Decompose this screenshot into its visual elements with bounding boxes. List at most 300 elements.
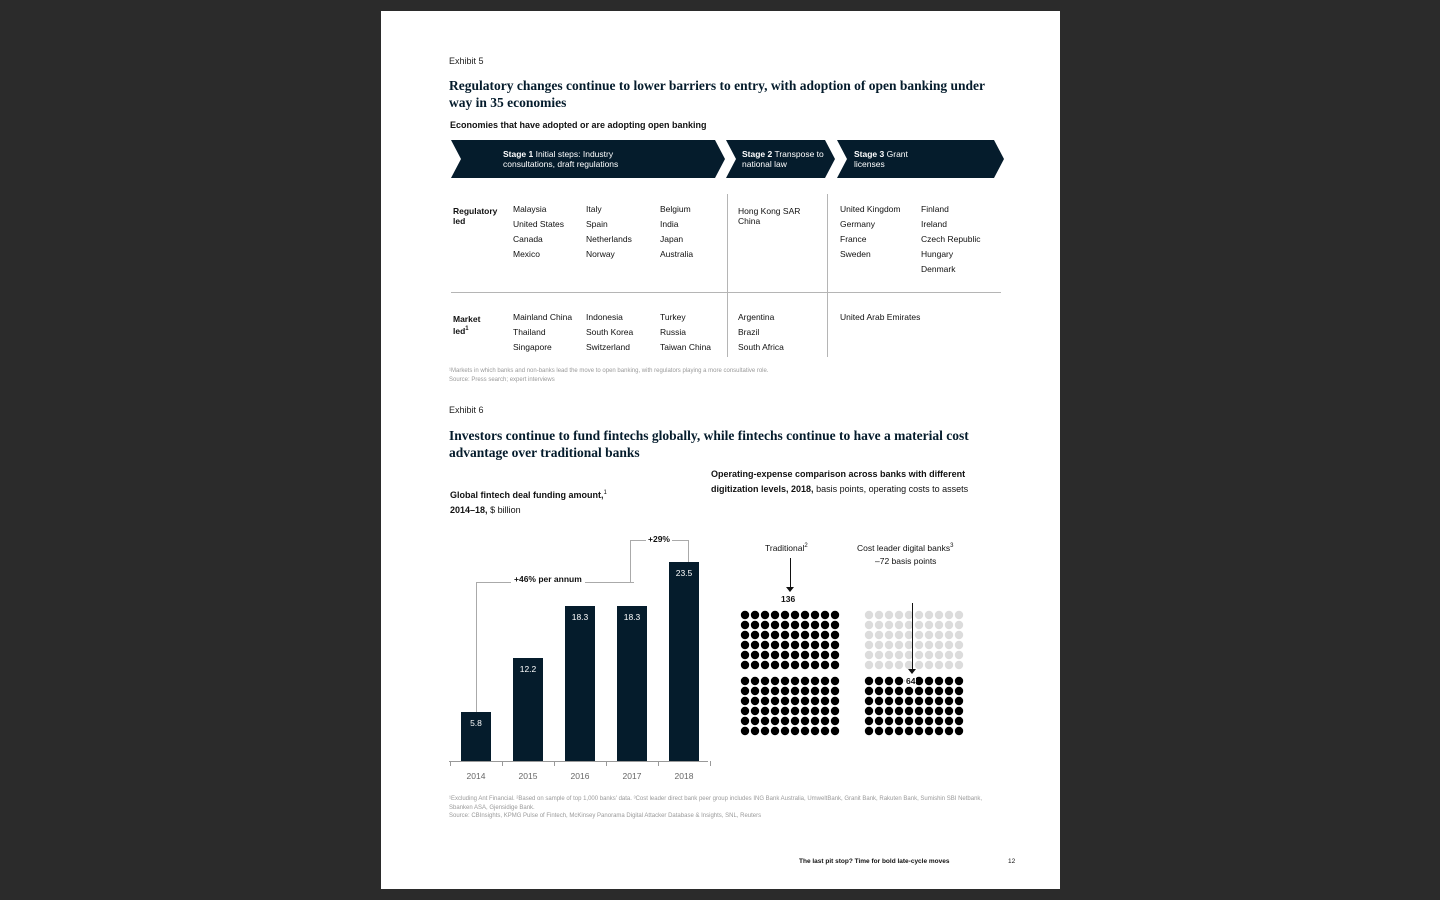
cost-dot — [945, 661, 953, 669]
funding-title-unit: $ billion — [490, 505, 521, 515]
cost-dot — [821, 651, 829, 659]
cost-dot — [821, 687, 829, 695]
cost-dot — [925, 631, 933, 639]
cost-dot — [955, 707, 963, 715]
cost-dot — [875, 651, 883, 659]
country: Turkey — [660, 312, 686, 322]
cost-dot — [781, 651, 789, 659]
cost-dot — [875, 677, 883, 685]
cost-dot — [801, 717, 809, 725]
cost-dot — [751, 697, 759, 705]
cost-dot — [945, 651, 953, 659]
cost-dot — [915, 717, 923, 725]
mkt-stage1-col3 — [660, 310, 711, 355]
cost-dot — [741, 717, 749, 725]
cost-dot — [935, 631, 943, 639]
row-divider — [451, 292, 1001, 293]
digital-label-text: Cost leader digital banks — [857, 542, 951, 553]
x-tick — [450, 761, 451, 766]
row-label-market-text: Market led — [453, 314, 481, 336]
cost-dot — [781, 611, 789, 619]
cost-dot — [831, 641, 839, 649]
cost-dot — [761, 611, 769, 619]
cost-dot — [771, 677, 779, 685]
country: South Korea — [586, 327, 634, 337]
cost-dot — [905, 697, 913, 705]
cost-dot — [905, 707, 913, 715]
cost-dot — [925, 697, 933, 705]
opex-chart-title — [711, 467, 1001, 497]
cost-dot — [935, 677, 943, 685]
cost-dot — [741, 677, 749, 685]
cost-dot — [925, 717, 933, 725]
cost-dot — [925, 641, 933, 649]
cost-dot — [925, 621, 933, 629]
cost-dot — [821, 621, 829, 629]
cost-dot — [801, 677, 809, 685]
cost-dot — [781, 641, 789, 649]
cost-dot — [885, 697, 893, 705]
cost-dot — [945, 687, 953, 695]
country: Sweden — [840, 249, 871, 259]
cost-dot — [895, 727, 903, 735]
opex-title-rest: basis points, operating costs to assets — [816, 484, 969, 494]
cost-dot — [875, 687, 883, 695]
country: Singapore — [513, 342, 552, 352]
cost-dot — [791, 727, 799, 735]
cost-dot — [831, 677, 839, 685]
cost-dot — [895, 677, 903, 685]
cost-dot — [781, 687, 789, 695]
cost-dot — [791, 697, 799, 705]
cost-dot — [831, 611, 839, 619]
stage-3-desc: Grant licenses — [854, 149, 908, 169]
cost-dot — [865, 641, 873, 649]
cost-dot — [811, 697, 819, 705]
x-tick-label: 2016 — [570, 771, 590, 781]
x-axis — [449, 761, 708, 762]
reg-stage2: Hong Kong SAR China — [738, 206, 801, 226]
cost-dot — [895, 611, 903, 619]
country: Spain — [586, 219, 608, 229]
cost-dot — [875, 641, 883, 649]
exhibit-5-subtitle: Economies that have adopted or are adopting open banking — [450, 120, 707, 130]
cost-dot — [865, 631, 873, 639]
cost-dot — [811, 611, 819, 619]
cost-dot — [761, 707, 769, 715]
report-page — [381, 11, 1060, 889]
cost-dot — [925, 661, 933, 669]
cost-dot — [751, 621, 759, 629]
cost-dot — [801, 651, 809, 659]
cost-dot — [925, 727, 933, 735]
cost-dot — [791, 717, 799, 725]
cost-dot — [791, 621, 799, 629]
cost-dot — [875, 621, 883, 629]
cost-dot — [781, 677, 789, 685]
bar-2018 — [669, 562, 699, 761]
cost-dot — [751, 687, 759, 695]
cost-dot — [831, 707, 839, 715]
country: Russia — [660, 327, 686, 337]
cost-dot — [751, 651, 759, 659]
cost-dot — [915, 631, 923, 639]
cost-dot — [935, 611, 943, 619]
cost-dot — [945, 727, 953, 735]
bar-value-label: 18.3 — [571, 612, 589, 623]
country: Mainland China — [513, 312, 573, 322]
mkt-stage1-col1 — [513, 310, 572, 355]
x-tick-label: 2014 — [466, 771, 486, 781]
cost-dot — [771, 687, 779, 695]
country: Argentina — [738, 312, 775, 322]
cost-dot — [751, 641, 759, 649]
cost-dot — [945, 611, 953, 619]
cost-dot — [821, 727, 829, 735]
cost-dot — [915, 621, 923, 629]
cost-dot — [955, 677, 963, 685]
reg-stage1-col3 — [660, 202, 693, 262]
cost-dot — [935, 707, 943, 715]
cost-dot — [741, 687, 749, 695]
cost-dot — [761, 631, 769, 639]
bar-value-label: 18.3 — [623, 612, 641, 623]
country: South Africa — [738, 342, 784, 352]
cost-dot — [955, 727, 963, 735]
cost-dot — [955, 687, 963, 695]
cost-dot — [741, 651, 749, 659]
country: Thailand — [513, 327, 546, 337]
cost-dot — [761, 687, 769, 695]
cost-dot — [945, 717, 953, 725]
country: Belgium — [660, 204, 691, 214]
cost-dot — [875, 727, 883, 735]
digital-diff: –72 basis points — [875, 556, 937, 566]
funding-title-bold: Global fintech deal funding amount, — [450, 490, 604, 500]
traditional-value: 136 — [781, 594, 796, 604]
exhibit-5-source: Source: Press search; expert interviews — [449, 377, 555, 383]
x-tick-label: 2015 — [518, 771, 538, 781]
exhibit-6-footnote: ¹Excluding Ant Financial. ²Based on sample of top 1,000 banks' data. ³Cost leader direct bank peer group includes ING Bank Australia, UmweltBank, Granit Bank, Rakuten Bank, Sumishin SBI Netbank, Sbanken ASA, Gjensidige Bank. — [449, 796, 983, 811]
country: Indonesia — [586, 312, 623, 322]
cost-dot — [915, 661, 923, 669]
bar-2016 — [565, 606, 595, 761]
cost-dot — [741, 621, 749, 629]
cost-dot — [955, 611, 963, 619]
country: Finland — [921, 204, 949, 214]
cost-dot — [865, 727, 873, 735]
cost-dot — [821, 611, 829, 619]
country: Taiwan China — [660, 342, 712, 352]
funding-title-sup: 1 — [603, 490, 607, 496]
digital-arrow-head — [908, 669, 916, 674]
cost-dot — [741, 641, 749, 649]
country: Germany — [840, 219, 875, 229]
cost-dot — [801, 707, 809, 715]
growth-per-annum-label: +46% per annum — [511, 574, 585, 584]
reg-stage3-col1 — [840, 202, 900, 262]
cost-dot — [771, 621, 779, 629]
cost-dot — [821, 641, 829, 649]
mkt-stage2 — [738, 310, 784, 355]
cost-dot — [865, 621, 873, 629]
cost-dot — [771, 727, 779, 735]
cost-dot — [811, 677, 819, 685]
cost-dot — [821, 707, 829, 715]
cost-dot — [751, 611, 759, 619]
country: Italy — [586, 204, 602, 214]
country: Japan — [660, 234, 684, 244]
traditional-arrow-head — [786, 587, 794, 592]
cost-dot — [781, 697, 789, 705]
cost-dot — [945, 631, 953, 639]
cost-dot — [801, 631, 809, 639]
x-tick — [502, 761, 503, 766]
country: Norway — [586, 249, 615, 259]
cost-dot — [915, 707, 923, 715]
traditional-arrow-line — [790, 558, 791, 588]
cost-dot — [811, 661, 819, 669]
cost-dot — [875, 661, 883, 669]
bar-value-label: 5.8 — [470, 717, 482, 728]
exhibit-6-title: Investors continue to fund fintechs globally, while fintechs continue to have a material cost advantage over traditional banks — [449, 428, 969, 460]
cost-dot — [741, 611, 749, 619]
country: India — [660, 219, 679, 229]
country: United States — [513, 219, 565, 229]
country: Ireland — [921, 219, 947, 229]
cost-dot — [811, 651, 819, 659]
cost-dot — [885, 651, 893, 659]
cost-dot — [875, 717, 883, 725]
digital-value: 64 — [906, 676, 916, 686]
cost-dot — [945, 641, 953, 649]
cost-dot — [771, 661, 779, 669]
mkt-stage3 — [840, 310, 920, 325]
cost-dot — [791, 631, 799, 639]
cost-dot — [895, 697, 903, 705]
digital-sup: 3 — [950, 543, 954, 549]
cost-dot — [811, 707, 819, 715]
cost-dot — [885, 661, 893, 669]
divider-stage-1-2 — [727, 194, 728, 357]
exhibit-5-label: Exhibit 5 — [449, 56, 484, 66]
cost-dot — [885, 641, 893, 649]
divider-stage-2-3 — [827, 194, 828, 357]
country: France — [840, 234, 867, 244]
cost-dot — [895, 661, 903, 669]
cost-dot — [925, 611, 933, 619]
cost-dot — [761, 661, 769, 669]
cost-dot — [811, 641, 819, 649]
country: Czech Republic — [921, 234, 981, 244]
x-tick — [710, 761, 711, 766]
cost-dot — [801, 697, 809, 705]
cost-dot — [955, 631, 963, 639]
cost-dot — [895, 631, 903, 639]
stage-2-name: Stage 2 — [742, 149, 773, 159]
cost-dot — [915, 687, 923, 695]
x-tick — [658, 761, 659, 766]
cost-dot — [811, 687, 819, 695]
cost-dot — [885, 631, 893, 639]
cost-dot — [935, 641, 943, 649]
cost-dot — [741, 727, 749, 735]
cost-dot — [885, 717, 893, 725]
cost-dot — [895, 707, 903, 715]
cost-dot — [865, 677, 873, 685]
opex-title-bold: Operating-expense comparison across banks with different digitization levels, 2018, — [711, 469, 966, 494]
cost-dot — [865, 687, 873, 695]
cost-dot — [821, 717, 829, 725]
reg-stage1-col1 — [513, 202, 564, 262]
cost-dot — [801, 641, 809, 649]
exhibit-6-source: Source: CBInsights, KPMG Pulse of Fintech, McKinsey Panorama Digital Attacker Database & Insights, SNL, Reuters — [449, 813, 762, 819]
cost-dot — [781, 631, 789, 639]
cost-dot — [895, 621, 903, 629]
exhibit-5-title: Regulatory changes continue to lower barriers to entry, with adoption of open banking under way in 35 economies — [449, 78, 985, 110]
cost-dot — [875, 611, 883, 619]
cost-dot — [771, 697, 779, 705]
cost-dot — [925, 677, 933, 685]
cost-dot — [801, 661, 809, 669]
cost-dot — [791, 707, 799, 715]
cost-dot — [801, 611, 809, 619]
cost-dot — [751, 707, 759, 715]
cost-dot — [751, 677, 759, 685]
cost-dot — [811, 621, 819, 629]
country: Switzerland — [586, 342, 630, 352]
country: Australia — [660, 249, 694, 259]
cost-dot — [831, 687, 839, 695]
exhibit-6-label: Exhibit 6 — [449, 405, 484, 415]
cost-dot — [751, 717, 759, 725]
cost-dot — [945, 677, 953, 685]
cost-dot — [771, 611, 779, 619]
cost-dot — [781, 621, 789, 629]
cost-dot — [935, 661, 943, 669]
bar-value-label: 23.5 — [675, 568, 693, 578]
cost-dot — [915, 727, 923, 735]
x-tick — [606, 761, 607, 766]
cost-dot — [895, 651, 903, 659]
cost-dot — [925, 687, 933, 695]
row-label-market-sup: 1 — [465, 326, 469, 332]
stage-2-desc: Transpose to national law — [742, 149, 824, 169]
cost-dot — [801, 621, 809, 629]
cost-dot — [875, 631, 883, 639]
cost-dot — [895, 641, 903, 649]
cost-dot — [885, 621, 893, 629]
funding-title-years: 2014–18, — [450, 505, 488, 515]
traditional-sup: 2 — [804, 543, 808, 549]
cost-dot — [935, 651, 943, 659]
cost-dot — [955, 661, 963, 669]
cost-dot — [955, 641, 963, 649]
cost-dot — [875, 697, 883, 705]
x-tick — [554, 761, 555, 766]
cost-dot — [761, 697, 769, 705]
cost-dot — [771, 641, 779, 649]
cost-dot — [761, 677, 769, 685]
cost-dot — [821, 697, 829, 705]
cost-dot — [885, 687, 893, 695]
row-label-market — [453, 314, 493, 336]
cost-dot — [865, 661, 873, 669]
cost-dot — [791, 641, 799, 649]
cost-dot — [885, 727, 893, 735]
cost-dot — [811, 631, 819, 639]
cost-dot — [865, 707, 873, 715]
cost-dot — [791, 677, 799, 685]
country: United Kingdom — [840, 204, 901, 214]
country: Denmark — [921, 264, 956, 274]
cost-dot — [761, 621, 769, 629]
cost-dot — [831, 697, 839, 705]
cost-dot — [741, 631, 749, 639]
cost-dot — [771, 717, 779, 725]
cost-dot — [895, 687, 903, 695]
cost-dot — [761, 717, 769, 725]
country: Malaysia — [513, 204, 547, 214]
reg-stage3-col2 — [921, 202, 981, 277]
cost-dot — [935, 621, 943, 629]
cost-dot — [771, 707, 779, 715]
cost-dot — [955, 697, 963, 705]
cost-dot — [865, 717, 873, 725]
cost-dot — [791, 611, 799, 619]
cost-dot — [831, 727, 839, 735]
country: United Arab Emirates — [840, 312, 921, 322]
cost-dot — [751, 661, 759, 669]
cost-dot — [935, 727, 943, 735]
cost-dot — [781, 717, 789, 725]
country: Hungary — [921, 249, 954, 259]
cost-dot — [945, 697, 953, 705]
cost-dot — [831, 651, 839, 659]
cost-dot — [801, 727, 809, 735]
bar-value-label: 12.2 — [519, 663, 537, 674]
x-tick-label: 2018 — [674, 771, 694, 781]
cost-dot — [741, 707, 749, 715]
row-label-regulatory: Regulatory led — [453, 206, 498, 226]
cost-dot — [955, 621, 963, 629]
cost-dot — [905, 717, 913, 725]
cost-dot — [865, 651, 873, 659]
cost-dot — [905, 687, 913, 695]
cost-dot — [831, 621, 839, 629]
country: Brazil — [738, 327, 760, 337]
cost-dot — [925, 651, 933, 659]
cost-dot — [885, 677, 893, 685]
cost-dot — [751, 727, 759, 735]
cost-dot — [905, 727, 913, 735]
cost-dot — [945, 707, 953, 715]
funding-bar-chart — [449, 521, 709, 786]
cost-dot — [811, 717, 819, 725]
cost-dot — [865, 697, 873, 705]
digital-arrow-line — [912, 603, 913, 671]
traditional-dot-grid — [740, 610, 841, 748]
cost-dot — [915, 641, 923, 649]
cost-dot — [741, 661, 749, 669]
cost-dot — [781, 661, 789, 669]
cost-dot — [935, 697, 943, 705]
cost-dot — [811, 727, 819, 735]
cost-dot — [865, 611, 873, 619]
cost-dot — [831, 631, 839, 639]
cost-dot — [741, 697, 749, 705]
cost-dot — [781, 727, 789, 735]
